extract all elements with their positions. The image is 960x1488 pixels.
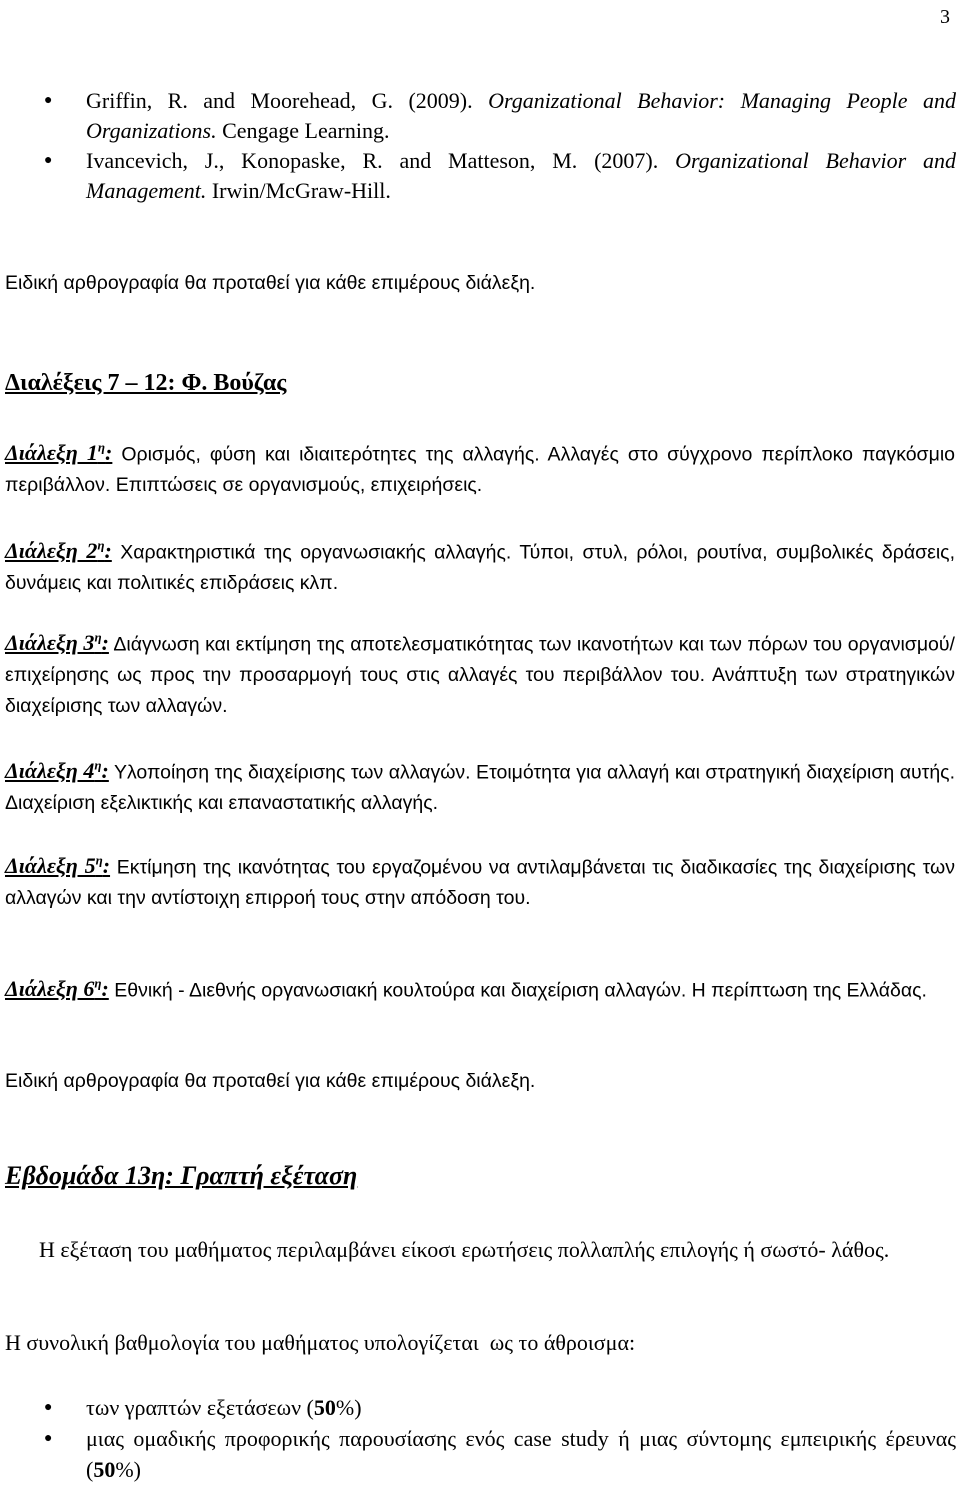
- lecture-1: [5, 432, 955, 501]
- lecture-description: Ορισμός, φύση και ιδιαιτερότητες της αλλαγής. Αλλαγές στο σύγχρονο περίπλοκο παγκόσμιο περιβάλλον. Επιπτώσεις σε οργανισμούς, επιχειρήσεις.: [5, 443, 955, 497]
- lecture-description: Διάγνωση και εκτίμηση της αποτελεσματικότητας των ικανοτήτων και των πόρων του οργανισμού/επιχείρησης ως προς την προσαρμογή τους στις αλλαγές του περιβάλλον του. Ανάπτυξη των στρατηγικών διαχείρισης των αλλαγών.: [5, 633, 955, 718]
- reference-authors: Ivancevich, J., Konopaske, R. and Matteson, M. (2007).: [86, 148, 676, 173]
- lecture-description: Χαρακτηριστικά της οργανωσιακής αλλαγής. Τύποι, στυλ, ρόλοι, ρουτίνα, συμβολικές δράσεις, δυνάμεις και πολιτικές επιδράσεις κλπ.: [5, 541, 955, 595]
- lecture-5: [5, 845, 955, 914]
- lecture-2: [5, 530, 955, 599]
- reference-item: [44, 86, 956, 146]
- lecture-4: [5, 750, 955, 819]
- lecture-label: Διάλεξη $5^\eta$:: [5, 853, 111, 879]
- reference-list: [44, 86, 956, 206]
- exam-description: Η εξέταση του μαθήματος περιλαμβάνει είκοσι ερωτήσεις πολλαπλής επιλογής ή σωστό- λάθος.: [39, 1237, 890, 1262]
- reference-publisher: Irwin/McGraw-Hill.: [206, 178, 391, 203]
- bullet-icon: ●: [44, 153, 53, 168]
- lecture-label: Διάλεξη $1^\eta$:: [5, 440, 113, 466]
- reference-text: [86, 146, 956, 206]
- lecture-label: Διάλεξη $2^\eta$:: [5, 538, 112, 564]
- reference-item: [44, 146, 956, 206]
- lecture-3: [5, 622, 955, 722]
- lecture-label: Διάλεξη $3^\eta$:: [5, 630, 109, 656]
- bullet-icon: ●: [44, 93, 53, 108]
- week-heading: Εβδομάδα 13η: Γραπτή εξέταση: [5, 1161, 358, 1190]
- reference-publisher: Cengage Learning.: [216, 118, 390, 143]
- lecture-description: Υλοποίηση της διαχείρισης των αλλαγών. Ετοιμότητα για αλλαγή και στρατηγική διαχείριση αυτής. Διαχείριση εξελικτικής και επαναστατικής αλλαγής.: [5, 761, 955, 815]
- lecture-label: Διάλεξη $6^\eta$:: [5, 976, 109, 1002]
- grading-list: [44, 1392, 956, 1485]
- lecture-label: Διάλεξη $4^\eta$:: [5, 758, 109, 784]
- lecture-description: Εκτίμηση της ικανότητας του εργαζομένου να αντιλαμβάνεται τις διαδικασίες της διαχείρισης των αλλαγών και την αντίστοιχη επιρροή τους στην απόδοση του.: [5, 856, 956, 910]
- reference-authors: Griffin, R. and Moorehead, G. (2009).: [86, 88, 489, 113]
- lecture-6: [5, 968, 955, 1006]
- grading-item: ● των γραπτών εξετάσεων (50%): [86, 1392, 956, 1423]
- grading-item: ● μιας ομαδικής προφορικής παρουσίασης ενός case study ή μιας σύντομης εμπειρικής έρευνας (50%): [86, 1423, 956, 1485]
- lecture-description: Εθνική - Διεθνής οργανωσιακή κουλτούρα και διαχείριση αλλαγών. Η περίπτωση της Ελλάδας.: [108, 979, 927, 1002]
- reference-text: [86, 86, 956, 146]
- grading-intro: Η συνολική βαθμολογία του μαθήματος υπολογίζεται ως το άθροισμα:: [5, 1330, 636, 1355]
- grading-percent: 50: [93, 1457, 116, 1482]
- article-note: Ειδική αρθρογραφία θα προταθεί για κάθε επιμέρους διάλεξη.: [5, 272, 536, 294]
- grading-percent: 50: [313, 1395, 336, 1420]
- bullet-icon: ●: [44, 1431, 53, 1446]
- bullet-icon: ●: [44, 1400, 53, 1415]
- article-note: Ειδική αρθρογραφία θα προταθεί για κάθε επιμέρους διάλεξη.: [5, 1070, 536, 1092]
- reference-title: Organizational Behavior: Managing People and Organizations.: [86, 88, 956, 143]
- page-number: 3: [940, 6, 950, 28]
- reference-title: Organizational Behavior and Management.: [86, 148, 956, 203]
- section-heading: Διαλέξεις 7 – 12: Φ. Βούζας: [5, 370, 287, 396]
